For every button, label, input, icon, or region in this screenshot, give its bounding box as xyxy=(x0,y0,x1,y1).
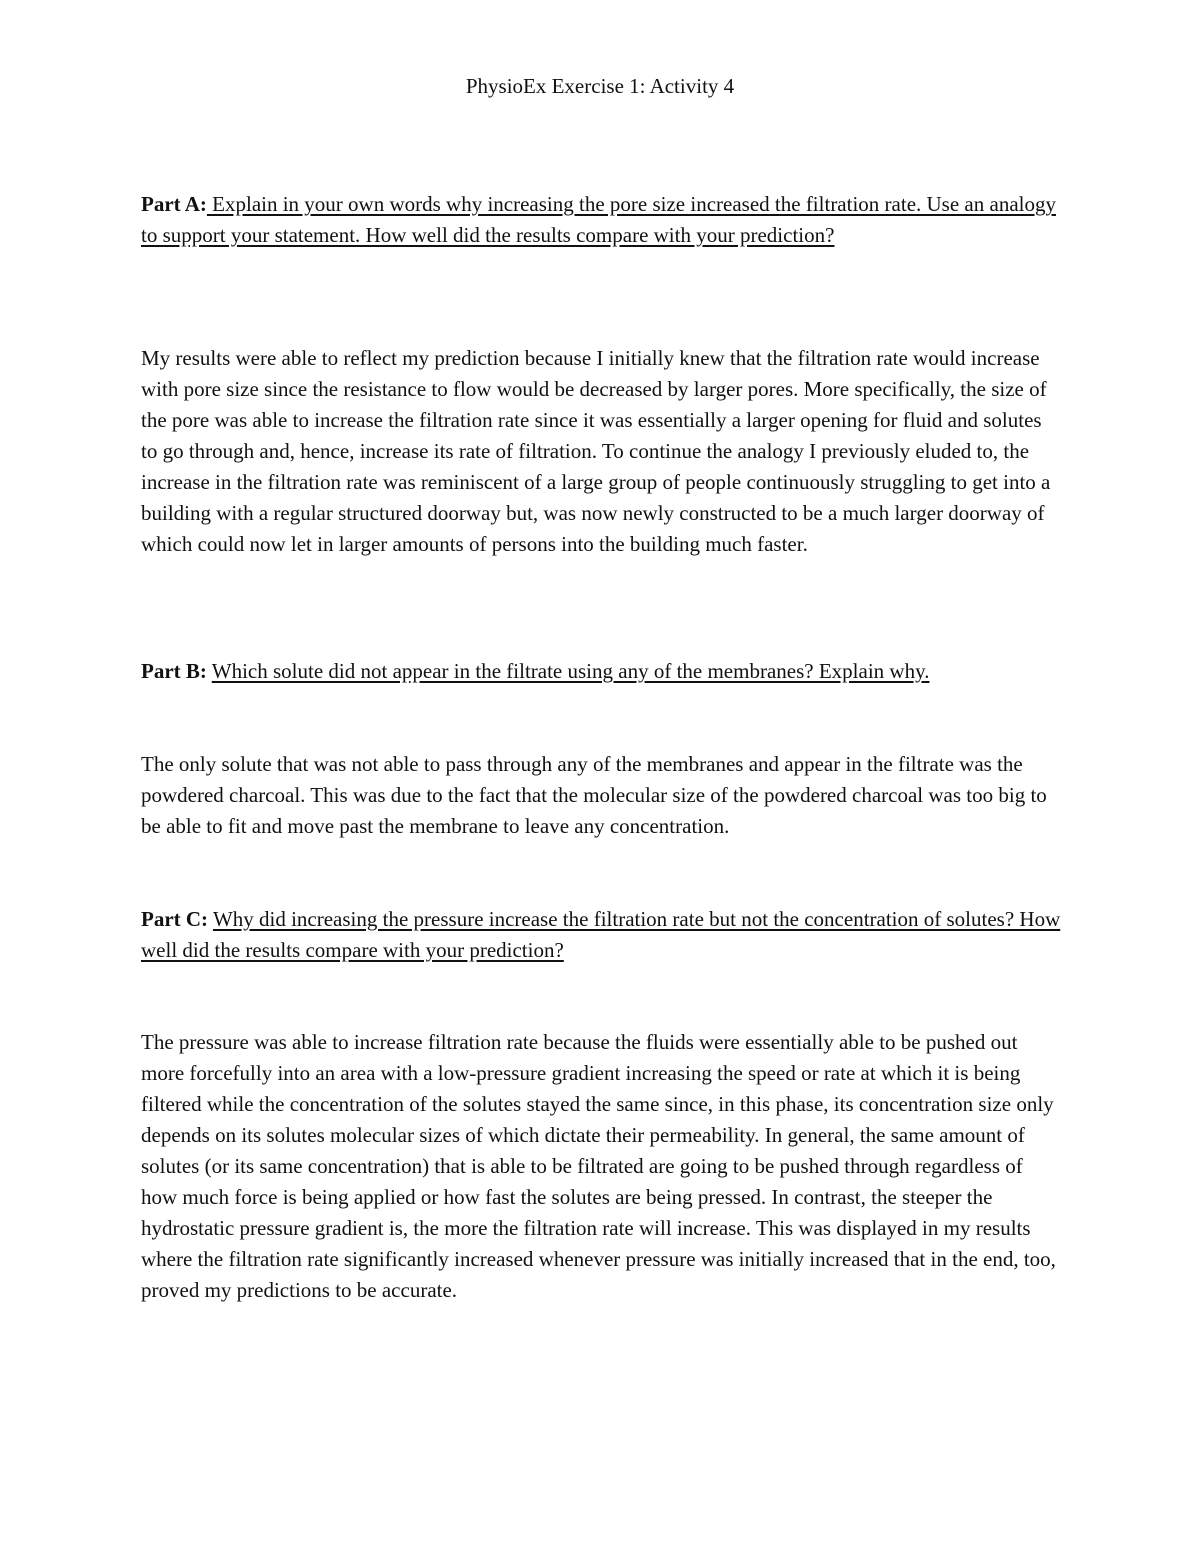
part-b-answer-block xyxy=(141,749,1061,842)
part-a-answer-block xyxy=(141,343,1061,560)
part-c-question xyxy=(141,904,1061,966)
part-a-question-block xyxy=(141,189,1061,251)
document-title: PhysioEx Exercise 1: Activity 4 xyxy=(465,74,735,98)
part-a-question-text: Explain in your own words why increasing the pore size increased the filtration rate. Use an analogy to support your statement. How well did the results compare with your prediction? xyxy=(141,192,1056,247)
part-c-label: Part C: xyxy=(141,907,209,931)
part-b-label: Part B: xyxy=(141,659,207,683)
part-a-answer: My results were able to reflect my prediction because I initially knew that the filtration rate would increase with pore size since the resistance to flow would be decreased by larger pores. More specifically, the size of the pore was able to increase the filtration rate since it was essentially a larger opening for fluid and solutes to go through and, hence, increase its rate of filtration. To continue the analogy I previously eluded to, the increase in the filtration rate was reminiscent of a large group of people continuously struggling to get into a building with a regular structured doorway but, was now newly constructed to be a much larger doorway of which could now let in larger amounts of persons into the building much faster. xyxy=(141,346,1051,556)
part-b-question-text: Which solute did not appear in the filtrate using any of the membranes? Explain why. xyxy=(211,659,930,683)
part-b-question-block xyxy=(141,656,1061,687)
part-b-question xyxy=(141,656,1061,687)
part-b-answer: The only solute that was not able to pass through any of the membranes and appear in the filtrate was the powdered charcoal. This was due to the fact that the molecular size of the powdered charcoal was too big to be able to fit and move past the membrane to leave any concentration. xyxy=(141,752,1047,838)
part-a-question xyxy=(141,189,1061,251)
part-c-answer-block xyxy=(141,1027,1061,1306)
part-a-label: Part A: xyxy=(141,192,207,216)
part-c-answer: The pressure was able to increase filtration rate because the fluids were essentially able to be pushed out more forcefully into an area with a low-pressure gradient increasing the speed or rate at which it is being filtered while the concentration of the solutes stayed the same since, in this phase, its concentration size only depends on its solutes molecular sizes of which dictate their permeability. In general, the same amount of solutes (or its same concentration) that is able to be filtrated are going to be pushed through regardless of how much force is being applied or how fast the solutes are being pressed. In contrast, the steeper the hydrostatic pressure gradient is, the more the filtration rate will increase. This was displayed in my results where the filtration rate significantly increased whenever pressure was initially increased that in the end, too, proved my predictions to be accurate. xyxy=(141,1030,1056,1302)
part-c-question-text: Why did increasing the pressure increase the filtration rate but not the concentration of solutes? How well did the results compare with your prediction? xyxy=(141,907,1061,962)
part-c-question-block xyxy=(141,904,1061,966)
